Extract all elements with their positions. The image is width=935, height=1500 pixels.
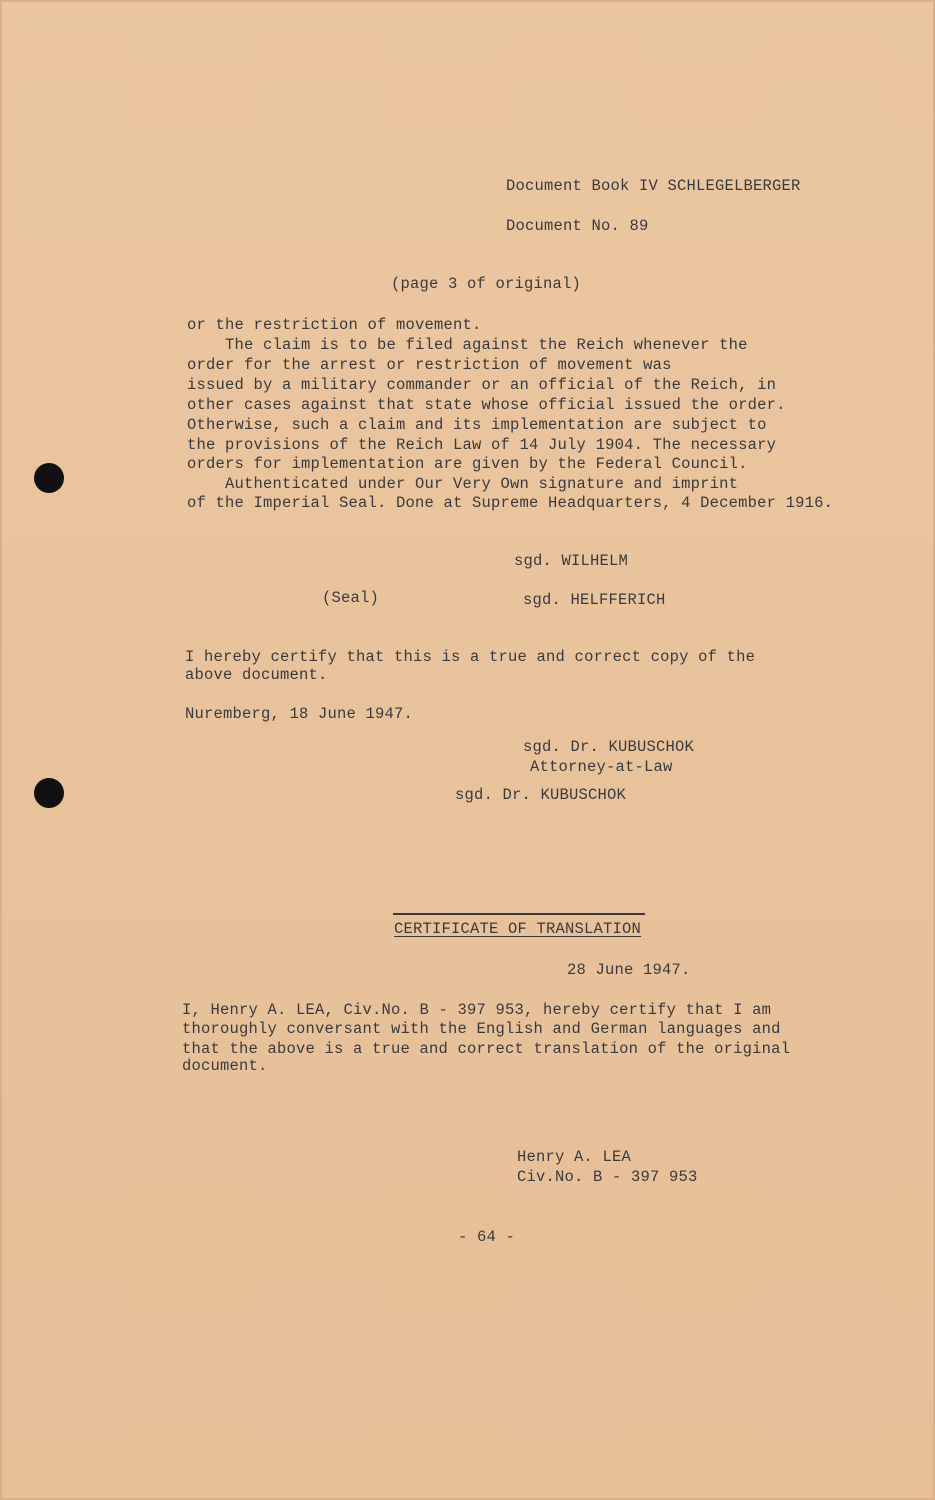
certify-line: I hereby certify that this is a true and correct copy of the bbox=[185, 648, 756, 666]
certify-line: above document. bbox=[185, 666, 328, 684]
body-line: issued by a military commander or an official of the Reich, in bbox=[187, 376, 777, 394]
translation-date: 28 June 1947. bbox=[567, 961, 691, 979]
body-line: other cases against that state whose official issued the order. bbox=[187, 396, 786, 414]
body-line: or the restriction of movement. bbox=[187, 316, 482, 334]
kubuschok-signature-2: sgd. Dr. KUBUSCHOK bbox=[455, 786, 627, 804]
signature-wilhelm: sgd. WILHELM bbox=[514, 552, 629, 570]
body-line: the provisions of the Reich Law of 14 July 1904. The necessary bbox=[187, 436, 777, 454]
title-rule bbox=[393, 913, 645, 915]
body-line: Authenticated under Our Very Own signature and imprint bbox=[187, 475, 739, 493]
attorney-role: Attorney-at-Law bbox=[530, 758, 673, 776]
body-line: of the Imperial Seal. Done at Supreme Headquarters, 4 December 1916. bbox=[187, 494, 834, 512]
body-line: Otherwise, such a claim and its implementation are subject to bbox=[187, 416, 767, 434]
translation-title: CERTIFICATE OF TRANSLATION bbox=[394, 920, 642, 938]
document-number: Document No. 89 bbox=[506, 217, 649, 235]
punch-hole-bottom bbox=[34, 778, 64, 808]
translation-line: that the above is a true and correct translation of the original bbox=[182, 1040, 791, 1058]
translation-line: thoroughly conversant with the English and German languages and bbox=[182, 1020, 781, 1038]
page-number: - 64 - bbox=[458, 1228, 516, 1246]
translation-line: I, Henry A. LEA, Civ.No. B - 397 953, hereby certify that I am bbox=[182, 1001, 772, 1019]
place-date: Nuremberg, 18 June 1947. bbox=[185, 705, 414, 723]
signature-helfferich: sgd. HELFFERICH bbox=[523, 591, 666, 609]
document-book-header: Document Book IV SCHLEGELBERGER bbox=[506, 177, 801, 195]
body-line: orders for implementation are given by the Federal Council. bbox=[187, 455, 748, 473]
translator-civ-no: Civ.No. B - 397 953 bbox=[517, 1168, 698, 1186]
page-note: (page 3 of original) bbox=[391, 275, 582, 293]
kubuschok-signature: sgd. Dr. KUBUSCHOK bbox=[523, 738, 695, 756]
body-line: The claim is to be filed against the Reich whenever the bbox=[187, 336, 748, 354]
translator-name: Henry A. LEA bbox=[517, 1148, 632, 1166]
body-line: order for the arrest or restriction of movement was bbox=[187, 356, 672, 374]
translation-line: document. bbox=[182, 1057, 268, 1075]
seal-label: (Seal) bbox=[322, 589, 380, 607]
punch-hole-top bbox=[34, 463, 64, 493]
